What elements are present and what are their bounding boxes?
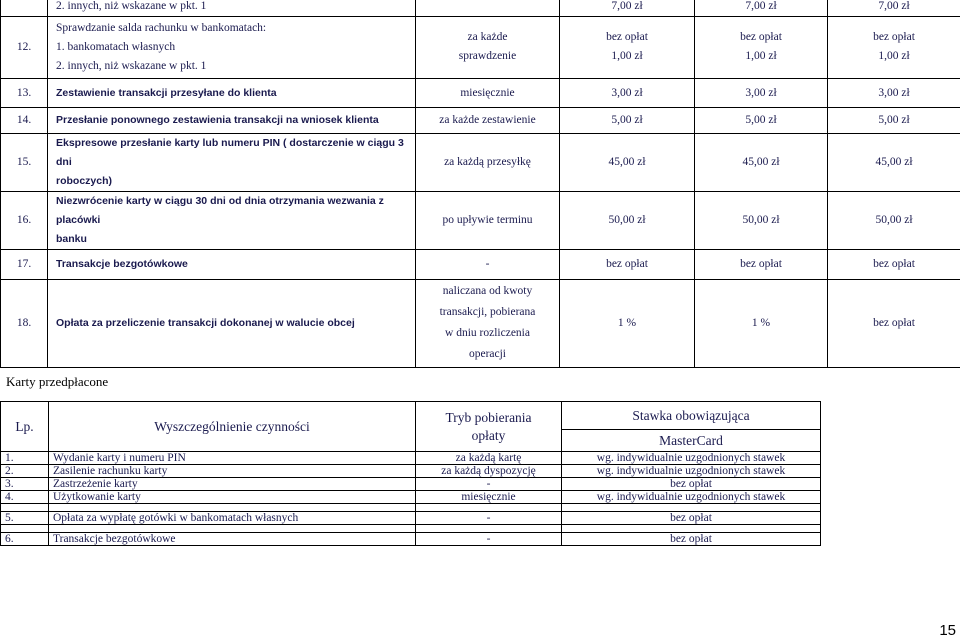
table-header-row	[1, 402, 821, 430]
table-row: 14. Przesłanie ponownego zestawienia transakcji na wniosek klienta za każde zestawienie 5,00 zł 5,00 zł 5,00 zł	[1, 107, 960, 133]
table-row: 13. Zestawienie transakcji przesyłane do klienta miesięcznie 3,00 zł 3,00 zł 3,00 zł	[1, 78, 960, 107]
mode-header: Tryb pobierania opłaty	[416, 402, 562, 452]
table-row: 4. Użytkowanie karty miesięcznie wg. indywidualnie uzgodnionych stawek	[1, 491, 821, 504]
table-row: 16. Niezwrócenie karty w ciągu 30 dni od dnia otrzymania wezwania z placówki banku po upływie terminu 50,00 zł 50,00 zł 50,00 zł	[1, 191, 960, 249]
section-title: Karty przedpłacone	[6, 374, 109, 389]
spacer-row	[1, 525, 821, 533]
table-row: 12. Sprawdzanie salda rachunku w bankomatach: 1. bankomatach własnych 2. innych, niż wskazane w pkt. 1 za każde sprawdzenie bez opłat 1,00 zł bez opłat 1,00 zł bez opłat 1,00 zł	[1, 16, 960, 78]
lp-header: Lp.	[1, 402, 49, 452]
table-row: 3. Zastrzeżenie karty - bez opłat	[1, 478, 821, 491]
spacer-row	[1, 504, 821, 512]
description-header: Wyszczególnienie czynności	[49, 402, 416, 452]
table-row: 2. Zasilenie rachunku karty za każdą dyspozycję wg. indywidualnie uzgodnionych stawek	[1, 465, 821, 478]
table-row: 2. innych, niż wskazane w pkt. 1 7,00 zł 7,00 zł 7,00 zł	[1, 0, 960, 16]
table-row: 18. Opłata za przeliczenie transakcji dokonanej w walucie obcej naliczana od kwoty transakcji, pobierana w dniu rozliczenia operacji 1 % 1 % bez opłat	[1, 279, 960, 367]
rate-header: Stawka obowiązująca	[562, 402, 821, 430]
table-row: 15. Ekspresowe przesłanie karty lub numeru PIN ( dostarczenie w ciągu 3 dni roboczych) za każdą przesyłkę 45,00 zł 45,00 zł 45,00 zł	[1, 133, 960, 191]
mastercard-header: MasterCard	[562, 430, 821, 452]
page-number: 15	[939, 622, 956, 639]
prepaid-cards-table	[0, 401, 821, 546]
table-row: 1. Wydanie karty i numeru PIN za każdą kartę wg. indywidualnie uzgodnionych stawek	[1, 452, 821, 465]
table-row: 17. Transakcje bezgotówkowe - bez opłat bez opłat bez opłat	[1, 249, 960, 279]
table-row: 6. Transakcje bezgotówkowe - bez opłat	[1, 533, 821, 546]
table-row: 5. Opłata za wypłatę gotówki w bankomatach własnych - bez opłat	[1, 512, 821, 525]
